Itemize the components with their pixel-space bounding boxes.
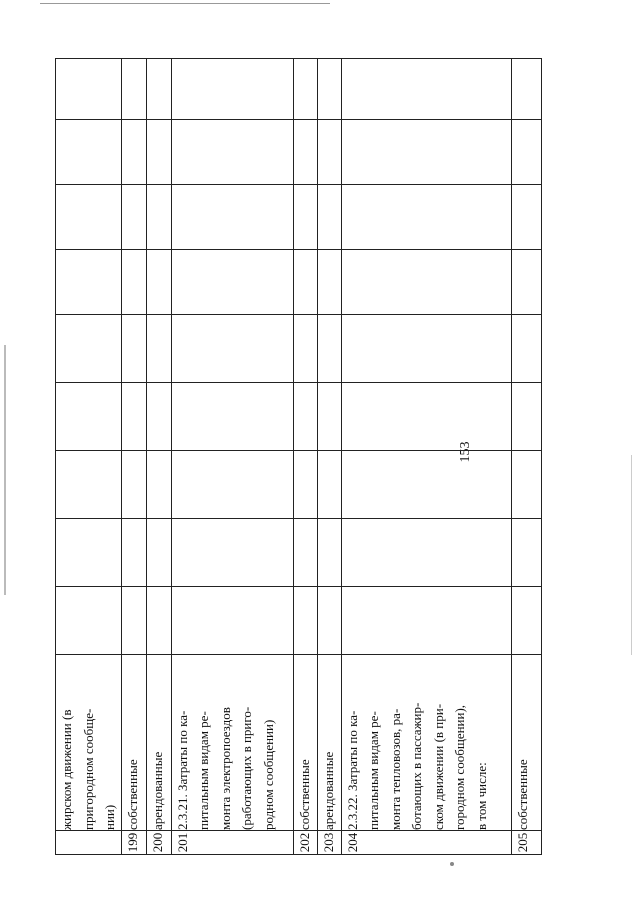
page-number: 153 [458,441,473,463]
row-number-cell: 204 [341,831,511,855]
value-cell [121,185,146,250]
value-cell [146,185,171,250]
scan-artifact-line [40,3,330,4]
row-description-cell [341,655,511,831]
value-cell [171,519,293,587]
description-line: в том числе: [473,762,489,830]
value-cell [146,250,171,315]
value-cell [56,315,122,383]
row-number-cell: 201 [171,831,293,855]
value-cell [317,451,341,519]
value-cell [146,519,171,587]
value-cell [511,451,541,519]
row-description-cell [171,655,293,831]
value-cell [293,120,317,185]
rotated-table-content [55,60,540,855]
row-description-cell [317,655,341,831]
value-cell [56,59,122,120]
value-cell [511,120,541,185]
table-row [121,59,146,855]
description-line: ском движении (в при- [430,703,446,830]
value-cell [511,59,541,120]
value-cell [317,315,341,383]
value-cell [317,59,341,120]
value-cell [317,587,341,655]
value-cell [317,383,341,451]
table-row [511,59,541,855]
value-cell [146,120,171,185]
value-cell [56,519,122,587]
value-cell [511,185,541,250]
table-row [56,59,122,855]
value-cell [171,587,293,655]
value-cell [293,451,317,519]
value-cell [317,185,341,250]
scan-edge-shadow [4,345,6,595]
description-line: монта тепловозов, ра- [387,708,403,830]
value-cell [317,250,341,315]
value-cell [171,383,293,451]
value-cell [171,451,293,519]
row-description-cell [146,655,171,831]
value-cell [146,587,171,655]
value-cell [146,59,171,120]
description-line: (работающих в приго- [239,706,254,830]
value-cell [171,315,293,383]
description-line: питальным видам ре- [196,711,211,830]
description-line: арендованные [320,751,336,830]
description-line: 2.3.21. Затраты по ка- [174,710,190,830]
description-line: родном сообщении) [260,719,276,830]
description-line: городном сообщении), [452,704,467,830]
value-cell [56,250,122,315]
description-line: собственные [296,759,312,830]
value-cell [511,315,541,383]
value-cell [121,587,146,655]
description-line: пригородном сообще- [80,708,96,830]
value-cell [341,383,511,451]
scan-dot [450,862,454,866]
value-cell [121,315,146,383]
value-cell [56,587,122,655]
value-cell [511,519,541,587]
value-cell [341,315,511,383]
description-line: 2.3.22. Затраты по ка- [344,710,360,830]
value-cell [293,250,317,315]
value-cell [293,587,317,655]
row-description-cell [511,655,541,831]
description-line: монта электропоездов [217,707,233,830]
rotated-table-frame [55,60,540,855]
description-line: жирском движении (в [59,709,74,830]
value-cell [171,185,293,250]
table-row [171,59,293,855]
value-cell [293,519,317,587]
value-cell [511,383,541,451]
value-cell [317,120,341,185]
value-cell [171,250,293,315]
row-number-cell: 199 [121,831,146,855]
scan-edge-shadow [631,455,632,655]
value-cell [121,250,146,315]
value-cell [293,185,317,250]
row-number-cell [56,831,122,855]
cost-table [55,58,542,855]
table-row [293,59,317,855]
value-cell [341,519,511,587]
value-cell [56,185,122,250]
table-row [317,59,341,855]
value-cell [341,250,511,315]
value-cell [341,185,511,250]
row-number-cell: 202 [293,831,317,855]
description-line: арендованные [149,751,165,830]
value-cell [146,315,171,383]
value-cell [121,383,146,451]
value-cell [341,587,511,655]
value-cell [121,120,146,185]
value-cell [146,451,171,519]
value-cell [121,451,146,519]
table-row [146,59,171,855]
value-cell [121,59,146,120]
value-cell [317,519,341,587]
row-description-cell [56,655,122,831]
value-cell [293,383,317,451]
value-cell [293,315,317,383]
description-line: собственные [124,759,140,830]
value-cell [293,59,317,120]
description-line: ботающих в пассажир- [409,702,424,830]
row-description-cell [293,655,317,831]
value-cell [56,451,122,519]
value-cell [341,59,511,120]
value-cell [341,120,511,185]
value-cell [171,120,293,185]
value-cell [56,383,122,451]
description-line: нии) [102,804,117,830]
value-cell [121,519,146,587]
value-cell [171,59,293,120]
value-cell [511,587,541,655]
row-number-cell: 205 [511,831,541,855]
value-cell [511,250,541,315]
row-number-cell: 200 [146,831,171,855]
description-line: собственные [514,759,530,830]
value-cell [146,383,171,451]
row-description-cell [121,655,146,831]
table-row [341,59,511,855]
value-cell [341,451,511,519]
value-cell [56,120,122,185]
description-line: питальным видам ре- [366,711,381,830]
row-number-cell: 203 [317,831,341,855]
